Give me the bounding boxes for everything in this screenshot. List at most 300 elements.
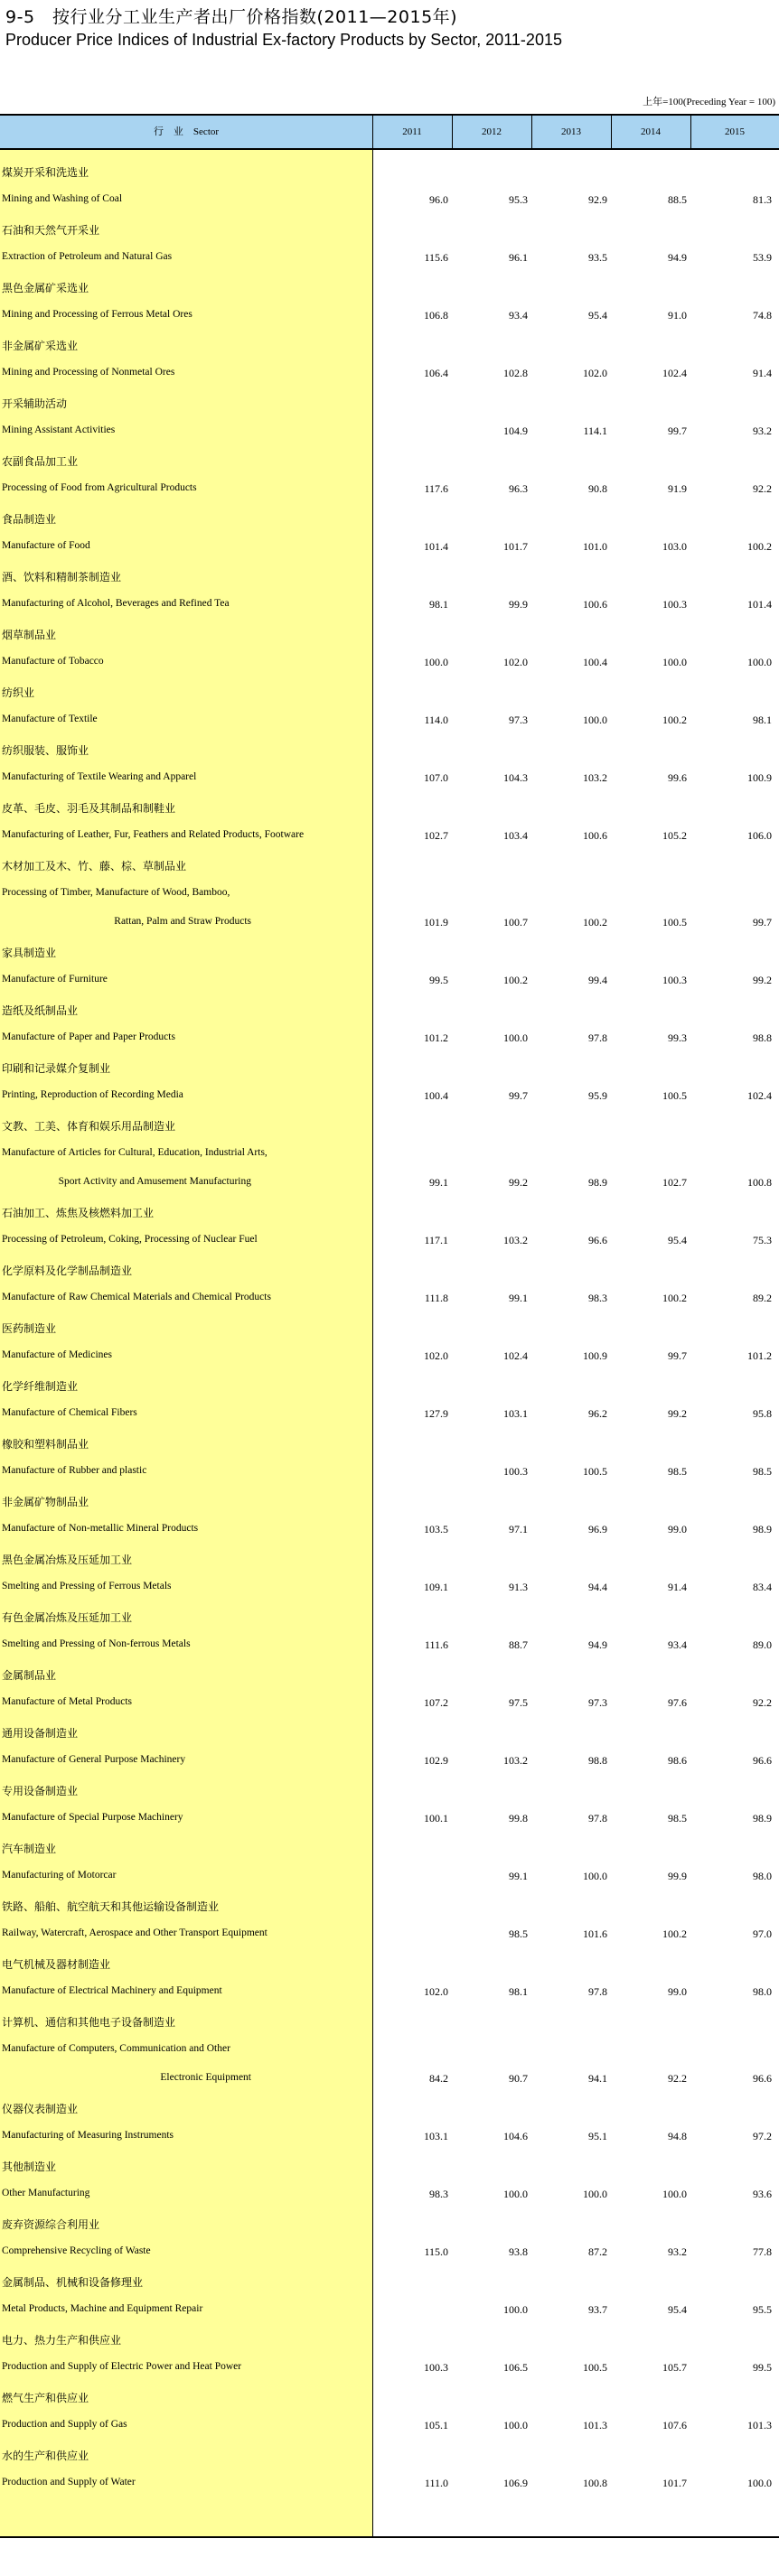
value-cell-2015: 93.2: [753, 425, 772, 437]
sector-name-zh: 酒、饮料和精制茶制造业: [2, 571, 122, 583]
sector-name-en: Manufacture of Food: [2, 540, 90, 551]
value-cell-2012: 98.1: [509, 1985, 528, 1998]
sector-name-zh: 家具制造业: [2, 947, 57, 959]
value-cell-2012: 100.0: [503, 2419, 528, 2431]
table-row: [0, 150, 779, 208]
value-cell-2015: 92.2: [753, 482, 772, 495]
value-cell-2013: 98.9: [588, 1176, 607, 1189]
value-cell-2012: 106.9: [503, 2477, 528, 2489]
sector-name-en: Manufacture of Tobacco: [2, 656, 104, 667]
value-cell-2015: 97.0: [753, 1927, 772, 1940]
table-row: [0, 1479, 779, 1537]
value-cell-2014: 94.9: [668, 251, 687, 264]
value-cell-2015: 99.5: [753, 2361, 772, 2374]
value-cell-2012: 103.2: [503, 1754, 528, 1767]
value-cell-2013: 101.0: [583, 540, 607, 553]
sector-name-en: Manufacture of Raw Chemical Materials and Chemical Products: [2, 1292, 271, 1302]
table-row: [0, 208, 779, 266]
table-row: [0, 786, 779, 844]
sector-name-en: Manufacture of General Purpose Machinery: [2, 1754, 186, 1765]
sector-name-en: Manufacture of Furniture: [2, 974, 108, 985]
value-cell-2012: 106.5: [503, 2361, 528, 2374]
value-cell-2012: 102.4: [503, 1349, 528, 1362]
table-row: [0, 381, 779, 439]
value-cell-2011: 102.0: [424, 1985, 448, 1998]
value-cell-2011: 111.0: [424, 2477, 448, 2489]
value-cell-2012: 99.1: [509, 1292, 528, 1304]
value-cell-2014: 100.0: [662, 2188, 687, 2200]
sector-name-en: Manufacture of Non-metallic Mineral Products: [2, 1523, 199, 1534]
value-cell-2011: 114.0: [424, 714, 448, 726]
sector-name-en: Manufacture of Computers, Communication and Other: [2, 2043, 230, 2054]
value-cell-2013: 100.6: [583, 598, 607, 611]
value-cell-2011: 111.8: [424, 1292, 448, 1304]
value-cell-2011: 115.6: [424, 251, 448, 264]
value-cell-2012: 100.7: [503, 916, 528, 929]
sector-name-en: Manufacture of Electrical Machinery and Equipment: [2, 1985, 222, 1996]
table-row: [0, 555, 779, 612]
value-cell-2013: 100.0: [583, 714, 607, 726]
value-cell-2013: 97.8: [588, 1985, 607, 1998]
value-cell-2013: 100.5: [583, 2361, 607, 2374]
sector-name-zh: 有色金属冶炼及压延加工业: [2, 1611, 133, 1624]
value-cell-2012: 88.7: [509, 1638, 528, 1651]
value-cell-2013: 99.4: [588, 974, 607, 986]
sector-name-en-continued: Rattan, Palm and Straw Products: [114, 916, 251, 927]
value-cell-2012: 100.0: [503, 2188, 528, 2200]
sector-name-zh: 化学原料及化学制品制造业: [2, 1265, 133, 1277]
sector-name-en: Manufacture of Articles for Cultural, Education, Industrial Arts,: [2, 1147, 267, 1158]
table-row: [0, 2144, 779, 2202]
value-cell-2015: 81.3: [753, 193, 772, 206]
header-year-2012: 2012: [482, 126, 502, 137]
value-cell-2011: 102.7: [424, 829, 448, 842]
value-cell-2013: 100.2: [583, 916, 607, 929]
header-year-2011: 2011: [402, 126, 422, 137]
value-cell-2015: 95.5: [753, 2303, 772, 2316]
sector-name-en: Manufacturing of Alcohol, Beverages and Refined Tea: [2, 598, 230, 609]
value-cell-2013: 97.8: [588, 1031, 607, 1044]
value-cell-2011: 100.0: [424, 656, 448, 668]
value-cell-2014: 100.0: [662, 656, 687, 668]
sector-name-en: Metal Products, Machine and Equipment Repair: [2, 2303, 203, 2314]
value-cell-2014: 100.3: [662, 974, 687, 986]
value-cell-2015: 83.4: [753, 1581, 772, 1593]
value-cell-2014: 98.5: [668, 1465, 687, 1478]
value-cell-2011: 117.6: [424, 482, 448, 495]
sector-name-en: Railway, Watercraft, Aerospace and Other Transport Equipment: [2, 1927, 267, 1938]
table-row: [0, 988, 779, 1046]
value-cell-2014: 99.0: [668, 1985, 687, 1998]
value-cell-2011: 107.2: [424, 1696, 448, 1709]
sector-name-en: Mining Assistant Activities: [2, 425, 116, 435]
value-cell-2012: 97.5: [509, 1696, 528, 1709]
value-cell-2015: 98.0: [753, 1870, 772, 1882]
table-row: [0, 1826, 779, 1884]
sector-name-en: Manufacture of Metal Products: [2, 1696, 133, 1707]
sector-name-en: Manufacturing of Leather, Fur, Feathers and Related Products, Footware: [2, 829, 305, 840]
value-cell-2011: 102.9: [424, 1754, 448, 1767]
sector-name-zh: 非金属矿物制品业: [2, 1496, 89, 1508]
sector-name-en: Production and Supply of Electric Power and Heat Power: [2, 2361, 242, 2372]
value-cell-2012: 90.7: [509, 2072, 528, 2085]
value-cell-2015: 98.9: [753, 1523, 772, 1535]
sector-name-zh: 燃气生产和供应业: [2, 2392, 89, 2404]
sector-name-zh: 化学纤维制造业: [2, 1380, 79, 1393]
value-cell-2014: 97.6: [668, 1696, 687, 1709]
value-cell-2011: 103.5: [424, 1523, 448, 1535]
value-cell-2014: 91.0: [668, 309, 687, 322]
value-cell-2011: 107.0: [424, 771, 448, 784]
value-cell-2012: 96.1: [509, 251, 528, 264]
sector-name-zh: 非金属矿采选业: [2, 340, 79, 352]
value-cell-2011: 115.0: [424, 2245, 448, 2258]
sector-name-en: Printing, Reproduction of Recording Media: [2, 1089, 183, 1100]
value-cell-2013: 90.8: [588, 482, 607, 495]
value-cell-2014: 95.4: [668, 2303, 687, 2316]
value-cell-2012: 95.3: [509, 193, 528, 206]
value-cell-2014: 99.3: [668, 1031, 687, 1044]
sector-name-en: Production and Supply of Water: [2, 2477, 136, 2487]
value-cell-2012: 98.5: [509, 1927, 528, 1940]
value-cell-2011: 101.4: [424, 540, 448, 553]
value-cell-2011: 96.0: [429, 193, 448, 206]
value-cell-2013: 93.7: [588, 2303, 607, 2316]
value-cell-2011: 100.4: [424, 1089, 448, 1102]
value-cell-2014: 99.7: [668, 425, 687, 437]
sector-name-zh: 纺织服装、服饰业: [2, 744, 89, 757]
value-cell-2014: 91.4: [668, 1581, 687, 1593]
table-row: [0, 1653, 779, 1711]
value-cell-2014: 88.5: [668, 193, 687, 206]
value-cell-2013: 92.9: [588, 193, 607, 206]
table-row: [0, 1422, 779, 1479]
value-cell-2013: 114.1: [583, 425, 607, 437]
value-cell-2015: 77.8: [753, 2245, 772, 2258]
sector-name-zh: 文教、工美、体育和娱乐用品制造业: [2, 1120, 176, 1133]
sector-name-en: Other Manufacturing: [2, 2188, 90, 2198]
value-cell-2013: 94.9: [588, 1638, 607, 1651]
table-row: [0, 2375, 779, 2433]
value-cell-2013: 102.0: [583, 367, 607, 379]
value-cell-2014: 100.2: [662, 714, 687, 726]
value-cell-2013: 98.8: [588, 1754, 607, 1767]
value-cell-2015: 53.9: [753, 251, 772, 264]
value-cell-2013: 103.2: [583, 771, 607, 784]
table-row: [0, 1769, 779, 1826]
value-cell-2012: 91.3: [509, 1581, 528, 1593]
sector-name-zh: 烟草制品业: [2, 629, 57, 641]
table-row: [0, 2433, 779, 2491]
value-cell-2011: 100.3: [424, 2361, 448, 2374]
sector-name-zh: 计算机、通信和其他电子设备制造业: [2, 2016, 176, 2029]
value-cell-2014: 100.2: [662, 1927, 687, 1940]
value-cell-2015: 100.0: [747, 2477, 772, 2489]
sector-name-zh: 金属制品、机械和设备修理业: [2, 2276, 144, 2289]
value-cell-2015: 97.2: [753, 2130, 772, 2142]
value-cell-2012: 93.8: [509, 2245, 528, 2258]
sector-name-zh: 汽车制造业: [2, 1843, 57, 1855]
value-cell-2013: 93.5: [588, 251, 607, 264]
table-row: [0, 670, 779, 728]
value-cell-2012: 100.0: [503, 2303, 528, 2316]
value-cell-2014: 103.0: [662, 540, 687, 553]
table-row: [0, 1942, 779, 2000]
table-row: [0, 439, 779, 497]
value-cell-2013: 101.3: [583, 2419, 607, 2431]
sector-name-zh: 开采辅助活动: [2, 397, 68, 410]
value-cell-2012: 102.0: [503, 656, 528, 668]
header-year-2015: 2015: [725, 126, 745, 137]
sector-name-zh: 废弃资源综合利用业: [2, 2218, 100, 2231]
value-cell-2011: 109.1: [424, 1581, 448, 1593]
value-cell-2012: 99.8: [509, 1812, 528, 1825]
table-row: [0, 266, 779, 323]
value-cell-2015: 100.8: [747, 1176, 772, 1189]
value-cell-2015: 98.8: [753, 1031, 772, 1044]
table-bottom-rule: [0, 2536, 779, 2538]
value-cell-2012: 100.3: [503, 1465, 528, 1478]
table-row: [0, 728, 779, 786]
value-cell-2013: 100.4: [583, 656, 607, 668]
table-row: [0, 844, 779, 930]
value-cell-2014: 100.2: [662, 1292, 687, 1304]
table-row: [0, 1046, 779, 1104]
value-cell-2012: 93.4: [509, 309, 528, 322]
table-row: [0, 1364, 779, 1422]
value-cell-2015: 98.5: [753, 1465, 772, 1478]
value-cell-2013: 100.8: [583, 2477, 607, 2489]
value-cell-2014: 101.7: [662, 2477, 687, 2489]
value-cell-2011: 106.8: [424, 309, 448, 322]
value-cell-2012: 99.2: [509, 1176, 528, 1189]
sector-name-zh: 其他制造业: [2, 2161, 57, 2173]
value-cell-2015: 91.4: [753, 367, 772, 379]
value-cell-2015: 98.1: [753, 714, 772, 726]
table-header: [0, 114, 779, 150]
value-cell-2011: 98.3: [429, 2188, 448, 2200]
value-cell-2013: 100.9: [583, 1349, 607, 1362]
sector-name-en: Manufacture of Paper and Paper Products: [2, 1031, 175, 1042]
value-cell-2012: 103.4: [503, 829, 528, 842]
sector-name-en: Manufacture of Rubber and plastic: [2, 1465, 147, 1476]
sector-name-zh: 皮革、毛皮、羽毛及其制品和制鞋业: [2, 802, 176, 815]
value-cell-2014: 99.9: [668, 1870, 687, 1882]
table-row: [0, 1884, 779, 1942]
sector-name-zh: 造纸及纸制品业: [2, 1004, 79, 1017]
sector-name-en: Smelting and Pressing of Ferrous Metals: [2, 1581, 172, 1591]
value-cell-2012: 102.8: [503, 367, 528, 379]
value-cell-2013: 94.1: [588, 2072, 607, 2085]
value-cell-2015: 93.6: [753, 2188, 772, 2200]
value-cell-2015: 96.6: [753, 1754, 772, 1767]
value-cell-2014: 99.2: [668, 1407, 687, 1420]
value-cell-2011: 105.1: [424, 2419, 448, 2431]
value-cell-2015: 101.3: [747, 2419, 772, 2431]
table-row: [0, 1595, 779, 1653]
sector-name-en-continued: Sport Activity and Amusement Manufacturing: [58, 1176, 251, 1187]
sector-name-zh: 纺织业: [2, 686, 35, 699]
value-cell-2012: 99.9: [509, 598, 528, 611]
sector-name-zh: 电气机械及器材制造业: [2, 1958, 111, 1971]
sector-name-en: Manufacture of Textile: [2, 714, 98, 724]
value-cell-2015: 96.6: [753, 2072, 772, 2085]
column-divider: [531, 114, 532, 150]
table-row: [0, 930, 779, 988]
table-title-zh: 9-5 按行业分工业生产者出厂价格指数(2011—2015年): [5, 7, 458, 27]
value-cell-2011: 99.1: [429, 1176, 448, 1189]
table-row: [0, 2202, 779, 2260]
value-cell-2014: 94.8: [668, 2130, 687, 2142]
sector-name-zh: 黑色金属矿采选业: [2, 282, 89, 294]
value-cell-2012: 103.1: [503, 1407, 528, 1420]
table-title-en: Producer Price Indices of Industrial Ex-factory Products by Sector, 2011-2015: [5, 31, 562, 49]
value-cell-2014: 98.5: [668, 1812, 687, 1825]
value-cell-2013: 100.6: [583, 829, 607, 842]
value-cell-2014: 100.5: [662, 916, 687, 929]
value-cell-2012: 97.1: [509, 1523, 528, 1535]
value-cell-2015: 98.9: [753, 1812, 772, 1825]
value-cell-2015: 98.0: [753, 1985, 772, 1998]
value-cell-2015: 100.2: [747, 540, 772, 553]
value-cell-2014: 91.9: [668, 482, 687, 495]
sector-name-zh: 印刷和记录媒介复制业: [2, 1062, 111, 1075]
value-cell-2015: 92.2: [753, 1696, 772, 1709]
table-row: [0, 497, 779, 555]
table-row: [0, 1190, 779, 1248]
value-cell-2014: 95.4: [668, 1234, 687, 1246]
column-divider: [452, 114, 453, 150]
value-cell-2013: 87.2: [588, 2245, 607, 2258]
unit-note: 上年=100(Preceding Year = 100): [643, 97, 775, 107]
value-cell-2013: 100.5: [583, 1465, 607, 1478]
value-cell-2014: 92.2: [668, 2072, 687, 2085]
sector-name-zh: 橡胶和塑料制品业: [2, 1438, 89, 1451]
table-row: [0, 1537, 779, 1595]
value-cell-2014: 99.7: [668, 1349, 687, 1362]
sector-name-zh: 电力、热力生产和供应业: [2, 2334, 122, 2347]
value-cell-2014: 100.3: [662, 598, 687, 611]
sector-name-zh: 石油加工、炼焦及核燃料加工业: [2, 1207, 155, 1219]
column-divider: [611, 114, 612, 150]
column-divider: [690, 114, 691, 150]
value-cell-2011: 101.9: [424, 916, 448, 929]
value-cell-2012: 99.1: [509, 1870, 528, 1882]
sector-name-en: Mining and Processing of Nonmetal Ores: [2, 367, 175, 378]
value-cell-2013: 96.9: [588, 1523, 607, 1535]
value-cell-2014: 99.0: [668, 1523, 687, 1535]
value-cell-2015: 100.9: [747, 771, 772, 784]
sector-name-en: Processing of Petroleum, Coking, Processing of Nuclear Fuel: [2, 1234, 258, 1245]
sector-name-zh: 水的生产和供应业: [2, 2450, 89, 2462]
sector-name-zh: 石油和天然气开采业: [2, 224, 100, 237]
sector-name-en: Manufacture of Chemical Fibers: [2, 1407, 137, 1418]
table-row: [0, 2260, 779, 2318]
value-cell-2011: 100.1: [424, 1812, 448, 1825]
value-cell-2015: 100.0: [747, 656, 772, 668]
table-row: [0, 323, 779, 381]
value-cell-2013: 97.3: [588, 1696, 607, 1709]
value-cell-2012: 104.3: [503, 771, 528, 784]
value-cell-2013: 101.6: [583, 1927, 607, 1940]
value-cell-2013: 95.9: [588, 1089, 607, 1102]
value-cell-2012: 100.2: [503, 974, 528, 986]
value-cell-2011: 103.1: [424, 2130, 448, 2142]
sector-name-en: Manufacturing of Textile Wearing and Apparel: [2, 771, 197, 782]
value-cell-2013: 97.8: [588, 1812, 607, 1825]
sector-name-zh: 煤炭开采和洗选业: [2, 166, 89, 179]
header-year-2013: 2013: [561, 126, 581, 137]
value-cell-2015: 89.2: [753, 1292, 772, 1304]
sector-name-en: Manufacture of Special Purpose Machinery: [2, 1812, 183, 1823]
sector-name-en: Manufacturing of Measuring Instruments: [2, 2130, 174, 2141]
value-cell-2015: 95.8: [753, 1407, 772, 1420]
value-cell-2014: 93.2: [668, 2245, 687, 2258]
value-cell-2012: 104.6: [503, 2130, 528, 2142]
sector-name-en: Production and Supply of Gas: [2, 2419, 127, 2430]
value-cell-2014: 105.7: [662, 2361, 687, 2374]
sector-name-en: Processing of Timber, Manufacture of Wood, Bamboo,: [2, 887, 230, 898]
value-cell-2013: 100.0: [583, 2188, 607, 2200]
value-cell-2011: 101.2: [424, 1031, 448, 1044]
value-cell-2014: 107.6: [662, 2419, 687, 2431]
header-year-2014: 2014: [641, 126, 661, 137]
value-cell-2012: 96.3: [509, 482, 528, 495]
value-cell-2011: 127.9: [424, 1407, 448, 1420]
value-cell-2015: 102.4: [747, 1089, 772, 1102]
sector-name-zh: 仪器仪表制造业: [2, 2103, 79, 2115]
value-cell-2013: 95.1: [588, 2130, 607, 2142]
value-cell-2014: 105.2: [662, 829, 687, 842]
value-cell-2011: 98.1: [429, 598, 448, 611]
value-cell-2015: 106.0: [747, 829, 772, 842]
table-row: [0, 612, 779, 670]
value-cell-2011: 84.2: [429, 2072, 448, 2085]
value-cell-2012: 101.7: [503, 540, 528, 553]
value-cell-2013: 96.2: [588, 1407, 607, 1420]
sector-name-zh: 铁路、船舶、航空航天和其他运输设备制造业: [2, 1900, 220, 1913]
value-cell-2014: 102.7: [662, 1176, 687, 1189]
header-sector: 行 业 Sector: [153, 126, 220, 137]
table-row: [0, 1306, 779, 1364]
value-cell-2011: 102.0: [424, 1349, 448, 1362]
value-cell-2012: 99.7: [509, 1089, 528, 1102]
value-cell-2014: 100.5: [662, 1089, 687, 1102]
value-cell-2013: 96.6: [588, 1234, 607, 1246]
sector-name-zh: 木材加工及木、竹、藤、棕、草制品业: [2, 860, 187, 873]
value-cell-2015: 101.4: [747, 598, 772, 611]
value-cell-2014: 93.4: [668, 1638, 687, 1651]
value-cell-2012: 104.9: [503, 425, 528, 437]
value-cell-2015: 75.3: [753, 1234, 772, 1246]
value-cell-2011: 99.5: [429, 974, 448, 986]
value-cell-2013: 94.4: [588, 1581, 607, 1593]
value-cell-2015: 101.2: [747, 1349, 772, 1362]
table-row: [0, 2318, 779, 2375]
sector-name-en: Mining and Washing of Coal: [2, 193, 123, 204]
sector-name-en: Smelting and Pressing of Non-ferrous Metals: [2, 1638, 191, 1649]
sector-name-en: Manufacture of Medicines: [2, 1349, 112, 1360]
sector-name-zh: 食品制造业: [2, 513, 57, 526]
value-cell-2012: 103.2: [503, 1234, 528, 1246]
value-cell-2011: 117.1: [424, 1234, 448, 1246]
sector-name-en: Manufacturing of Motorcar: [2, 1870, 117, 1881]
table-row: [0, 2086, 779, 2144]
value-cell-2013: 98.3: [588, 1292, 607, 1304]
value-cell-2014: 102.4: [662, 367, 687, 379]
value-cell-2013: 100.0: [583, 1870, 607, 1882]
sector-name-en: Mining and Processing of Ferrous Metal Ores: [2, 309, 192, 320]
